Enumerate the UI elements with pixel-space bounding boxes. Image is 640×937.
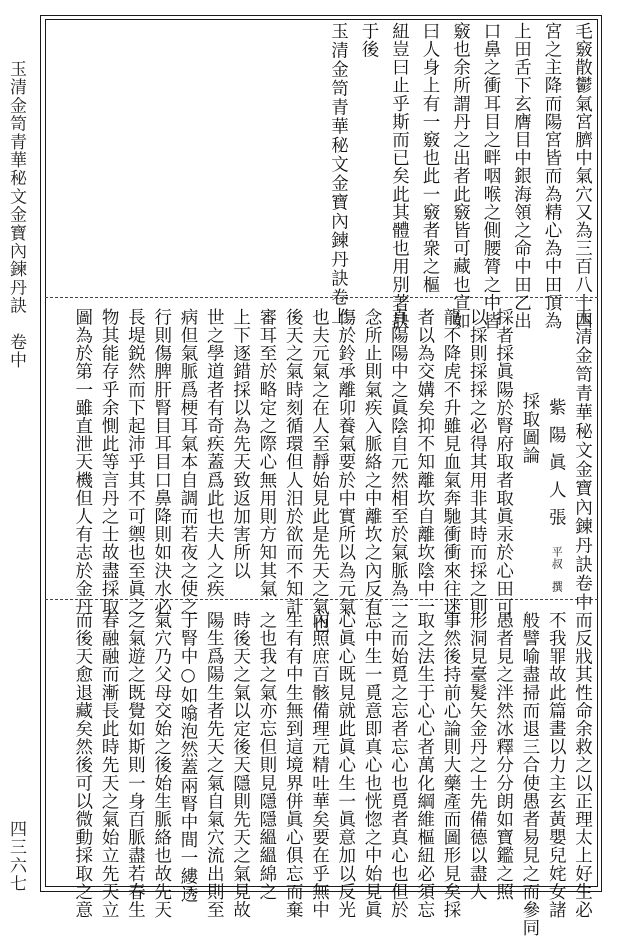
middle-column-3: 採取圖論 — [519, 392, 540, 465]
bottom-column-17: 氣穴乃父母交始之後始生脈絡也故先天 — [151, 611, 172, 919]
middle-column-5: 以採則採採之必得其用非其時而採之則 — [467, 308, 488, 616]
bottom-column-7: 取之法生于心心者萬化綱維樞紐必須忘 — [414, 611, 435, 919]
middle-column-19: 物其能存乎余惻此等言丹之士故盡採取 — [99, 308, 120, 616]
middle-column-17: 行則傷脾肝腎目耳目口鼻降則如決水必 — [151, 308, 172, 616]
top-column-9: 玉清金笥青華秘文金寶內鍊丹訣卷上 — [328, 22, 349, 326]
bottom-column-15: 陽生爲陽生者先天之氣自氣穴流出則至 — [204, 611, 225, 919]
middle-column-18: 長堤鋭然而下起沛乎其不可禦也至眞之 — [125, 308, 146, 616]
author-note: 平叔 撰 — [550, 545, 564, 592]
bottom-column-14: 時後天之氣以定後天隱則先天之氣見故 — [230, 611, 251, 919]
bottom-column-20: 而後天愈退藏矣然後可以微動採取之意 — [72, 611, 93, 919]
middle-column-8: 真陽陽中之眞陰自元然相至於氣脈為一 — [388, 308, 409, 616]
middle-column-15: 世之學道者有奇疾蓋爲此也夫人之疾 — [204, 308, 225, 598]
bottom-column-5: 形洞見臺髮矢金丹之士先備德以盡人 — [467, 611, 488, 901]
bottom-column-12: 生有有中生無到這境界併眞心俱忘而棄 — [283, 611, 304, 919]
middle-column-16: 病但氣脈爲梗耳氣本自調而若夜之使之 — [178, 308, 198, 616]
margin-book-title: 玉清金笥青華秘文金寶內鍊丹訣 卷中 — [6, 60, 26, 370]
middle-column-6: 龍不降虎不升雖見血氣奔馳衝衝來往迷 — [441, 308, 461, 616]
margin-page-number: 四三六七 — [6, 820, 26, 893]
top-column-1: 毛竅散鬱氣宮臍中氣穴又為三百八十四 — [572, 22, 593, 330]
bottom-column-8: 之而始覓之忘者忘心也覓者真心也但於 — [388, 611, 409, 919]
middle-column-1: 玉清金笥青華秘文金寶內鍊丹訣卷中 — [572, 308, 593, 612]
bottom-column-1: 而反戕其性命余救之以正理太上好生必 — [572, 611, 593, 919]
middle-column-20: 圖為於第一雖直泄天機但人有志於金丹 — [72, 308, 93, 616]
bottom-column-4: 愚者見之泮然冰釋分分朗如寶鑑之照 — [493, 611, 514, 901]
middle-column-7: 者以為交媾矣抑不知離坎自離坎陰中一 — [414, 308, 435, 616]
middle-column-4: 採者採眞陽於腎府取者取眞汞於心田可 — [493, 308, 514, 616]
middle-column-11: 也夫元氣之在人至靜始見此是先天之氣也 — [309, 308, 330, 634]
middle-column-10: 傷於鈴承離卯養氣要於中實所以為元氣 — [335, 308, 356, 616]
bottom-column-18: 之氣遊之既覺如斯則一身百脈盡若春生 — [125, 611, 146, 919]
top-column-2: 宮之主降而陽宮皆而為精心為中田頂為 — [542, 22, 562, 330]
top-column-3: 上田舌下玄膺目中銀海領之命中田乙出 — [511, 22, 532, 330]
top-column-6: 曰人身上有一竅也此一竅者衆之樞 — [420, 22, 440, 294]
bottom-column-11: 內照庶百骸備理元精吐華矣要在乎無中 — [309, 611, 330, 919]
middle-column-14: 上下逐錯採以為先天致返加害所以 — [230, 308, 251, 580]
middle-column-2 — [547, 398, 565, 592]
top-column-4: 口鼻之衝耳目之畔咽喉之側腰膂之中皆 — [481, 22, 501, 330]
bottom-column-10: 心眞心既見就此眞心生一眞意加以反光 — [335, 611, 356, 919]
bottom-column-2: 不我罪故此篇畫以力主玄黃嬰兒姹女諸 — [546, 611, 567, 919]
middle-column-9: 念所止則氣疾入脈絡之中離坎之內反有 — [362, 308, 383, 616]
top-column-7: 紐豈曰止乎斯而已矣此其體也用別著訣 — [389, 22, 410, 330]
bottom-column-9: 忘中生一覓意即真心也恍惚之中始見眞 — [362, 611, 383, 919]
top-column-5: 竅也余所謂丹之出者此竅皆可藏也宣如 — [450, 22, 471, 330]
top-column-8: 于後 — [359, 22, 379, 59]
bottom-column-6: 事然後持前心論則大藥產而圖形見矣採 — [441, 611, 461, 919]
middle-column-12: 後天之氣時刻循環但人汨於欲而不知計 — [283, 308, 304, 616]
bottom-column-3: 般譬喻盡掃而退三合使愚者易見之而參同 — [519, 611, 540, 937]
bottom-column-13: 之也我之氣亦忘但則見隱隱縕縕綿之 — [256, 611, 277, 901]
author-name: 紫陽眞人張 — [546, 398, 567, 536]
middle-column-13: 審耳至於略定之際心無用則方知其氣 — [256, 308, 277, 598]
bottom-column-16: 于腎中○如噏泡然蓋兩腎中間一縷透 — [178, 611, 198, 904]
bottom-column-19: 春融融而漸長此時先天之氣始立先天立 — [99, 611, 120, 919]
